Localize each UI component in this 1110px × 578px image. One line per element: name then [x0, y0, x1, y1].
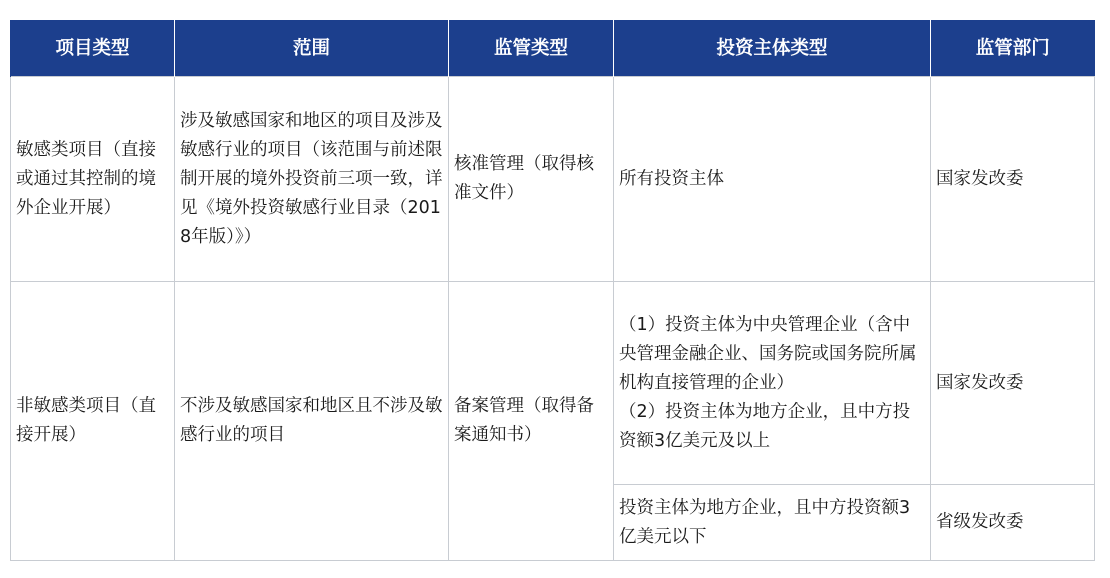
table-row-non-sensitive	[11, 282, 1095, 485]
header-authority: 监管部门	[931, 20, 1095, 77]
cell-authority-provincial: 省级发改委	[931, 485, 1095, 561]
table-row-sensitive	[11, 77, 1095, 282]
cell-authority: 国家发改委	[931, 77, 1095, 282]
cell-entity-type-local: 投资主体为地方企业，且中方投资额3亿美元以下	[614, 485, 931, 561]
header-scope: 范围	[175, 20, 449, 77]
cell-entity-type-central	[614, 282, 931, 485]
header-project-type: 项目类型	[11, 20, 175, 77]
header-regulation-type: 监管类型	[449, 20, 614, 77]
header-entity-type: 投资主体类型	[614, 20, 931, 77]
cell-project-type: 非敏感类项目（直接开展）	[11, 282, 175, 561]
table-header-row	[11, 20, 1095, 77]
cell-entity-type: 所有投资主体	[614, 77, 931, 282]
regulation-table	[10, 20, 1095, 561]
cell-authority-national: 国家发改委	[931, 282, 1095, 485]
entity-type-line-2: （2）投资主体为地方企业，且中方投资额3亿美元及以上	[619, 401, 911, 451]
cell-scope: 涉及敏感国家和地区的项目及涉及敏感行业的项目（该范围与前述限制开展的境外投资前三项一致，详见《境外投资敏感行业目录（2018年版）》）	[175, 77, 449, 282]
cell-regulation-type: 备案管理（取得备案通知书）	[449, 282, 614, 561]
cell-project-type: 敏感类项目（直接或通过其控制的境外企业开展）	[11, 77, 175, 282]
entity-type-line-1: （1）投资主体为中央管理企业（含中央管理金融企业、国务院或国务院所属机构直接管理的企业）	[619, 314, 917, 393]
cell-regulation-type: 核准管理（取得核准文件）	[449, 77, 614, 282]
cell-scope: 不涉及敏感国家和地区且不涉及敏感行业的项目	[175, 282, 449, 561]
